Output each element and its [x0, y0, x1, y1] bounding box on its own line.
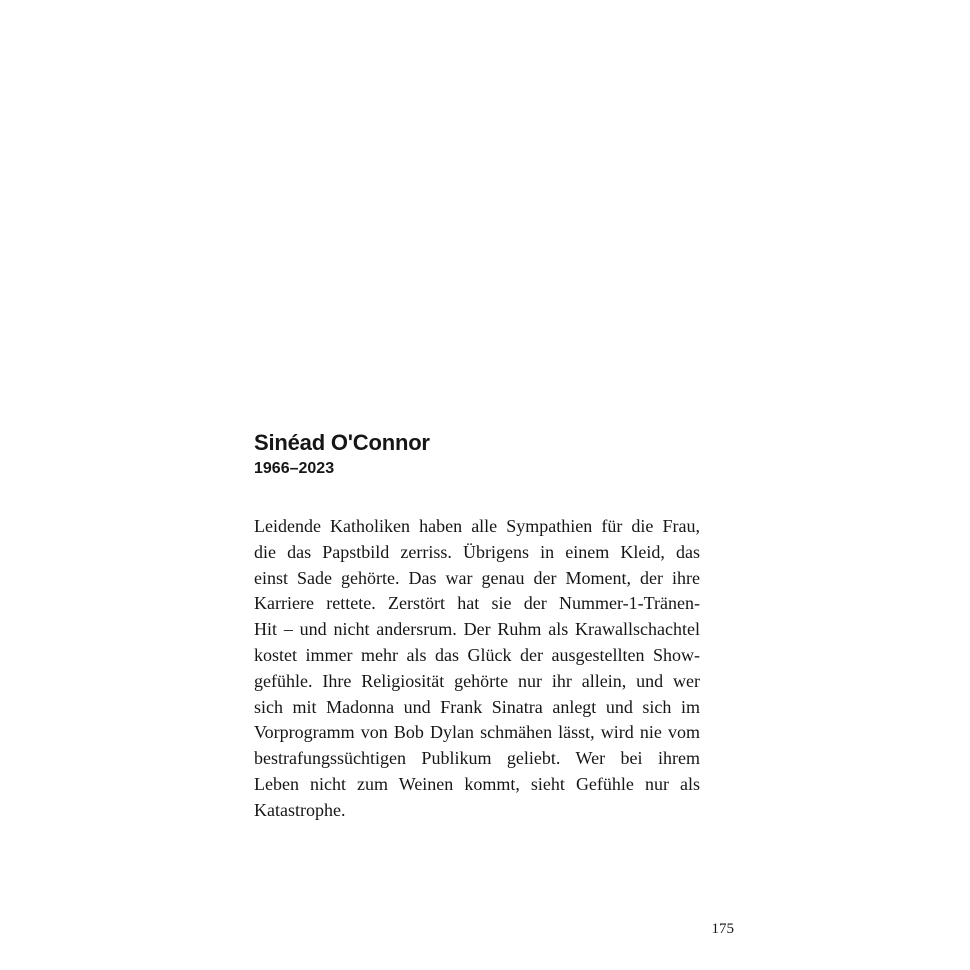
paragraph-line: Hit – und nicht andersrum. Der Ruhm als Krawallschachtel: [254, 619, 700, 640]
person-name: Sinéad O'Connor: [254, 430, 430, 455]
life-years: 1966–2023: [254, 460, 335, 477]
paragraph-line: Leben nicht zum Weinen kommt, sieht Gefühle nur als: [254, 773, 700, 794]
body-paragraph: [254, 514, 700, 824]
paragraph-line: Vorprogramm von Bob Dylan schmähen lässt, wird nie vom: [254, 722, 700, 743]
paragraph-line: Katastrophe.: [254, 799, 346, 820]
paragraph-line: kostet immer mehr als das Glück der ausgestellten Show-: [254, 644, 700, 665]
paragraph-line: gefühle. Ihre Religiosität gehörte nur ihr allein, und wer: [254, 670, 700, 691]
paragraph-line: die das Papstbild zerriss. Übrigens in einem Kleid, das: [254, 541, 700, 562]
paragraph-line: sich mit Madonna und Frank Sinatra anlegt und sich im: [254, 696, 700, 717]
paragraph-line: bestrafungssüchtigen Publikum geliebt. Wer bei ihrem: [254, 748, 700, 769]
page-number: 175: [711, 921, 734, 937]
paragraph-line: einst Sade gehörte. Das war genau der Moment, der ihre: [254, 567, 700, 588]
obituary-entry: [254, 428, 700, 824]
paragraph-line: Karriere rettete. Zerstört hat sie der Nummer-1-Tränen-: [254, 593, 700, 614]
paragraph-line: Leidende Katholiken haben alle Sympathien für die Frau,: [254, 516, 700, 536]
